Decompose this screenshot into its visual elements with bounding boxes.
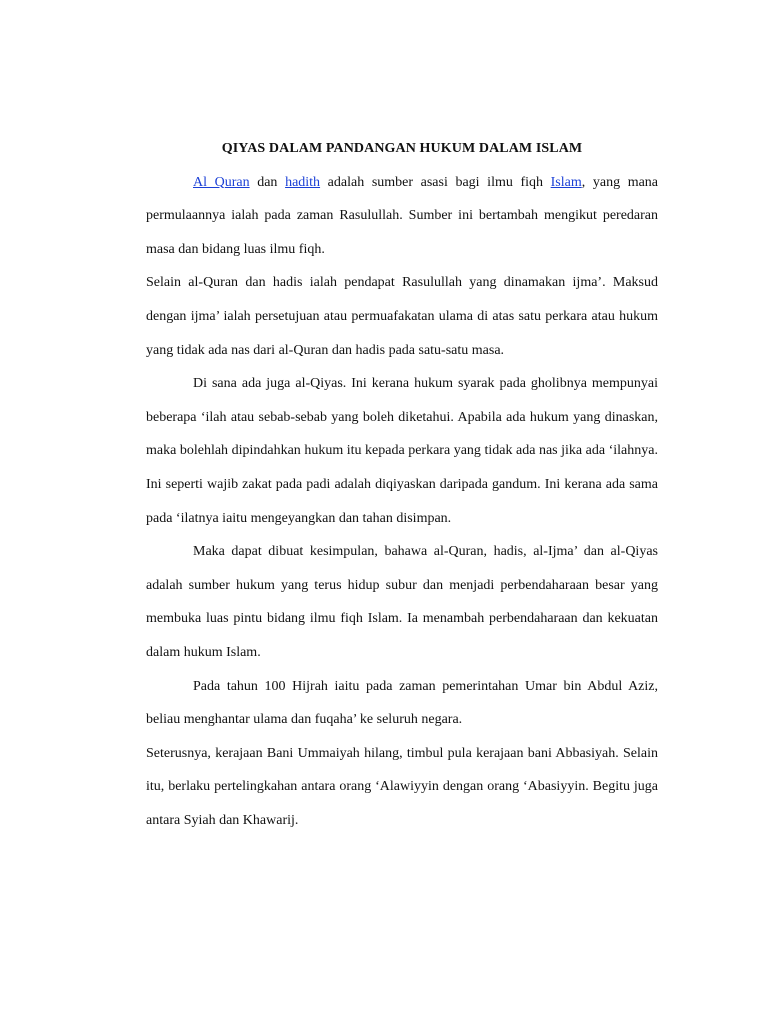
intro-paragraph [146,166,658,267]
paragraph-kesimpulan: Maka dapat dibuat kesimpulan, bahawa al-Quran, hadis, al-Ijma’ dan al-Qiyas adalah sumber hukum yang terus hidup subur dan menjadi perbendaharaan besar yang membuka luas pintu bidang ilmu fiqh Islam. Ia menambah perbendaharaan dan kekuatan dalam hukum Islam. [146,544,658,660]
paragraph-umar: Pada tahun 100 Hijrah iaitu pada zaman pemerintahan Umar bin Abdul Aziz, beliau menghantar ulama dan fuqaha’ ke seluruh negara. [146,678,658,728]
intro-text-3: , yang mana permulaannya ialah pada zaman Rasulullah. Sumber ini bertambah mengikut peredaran masa dan bidang luas ilmu fiqh. [146,174,659,257]
intro-text-1: dan [249,174,286,190]
document-body [146,132,658,837]
paragraph-ijma: Selain al-Quran dan hadis ialah pendapat Rasulullah yang dinamakan ijma’. Maksud dengan ijma’ ialah persetujuan atau permuafakatan ulama di atas satu perkara atau hukum yang tidak ada nas dari al-Quran dan hadis pada satu-satu masa. [146,275,658,358]
hadith-link[interactable]: hadith [285,174,321,190]
islam-link[interactable]: Islam [550,174,582,190]
paragraph-abbasiyah: Seterusnya, kerajaan Bani Ummaiyah hilang, timbul pula kerajaan bani Abbasiyah. Selain itu, berlaku pertelingkahan antara orang ‘Alawiyyin dengan orang ‘Abasiyyin. Begitu juga antara Syiah dan Khawarij. [146,745,658,828]
intro-text-2: adalah sumber asasi bagi ilmu fiqh [320,174,551,190]
document-title: QIYAS DALAM PANDANGAN HUKUM DALAM ISLAM [221,141,583,156]
al-quran-link[interactable]: Al Quran [193,174,250,190]
paragraph-qiyas: Di sana ada juga al-Qiyas. Ini kerana hukum syarak pada gholibnya mempunyai beberapa ‘ilah atau sebab-sebab yang boleh diketahui. Apabila ada hukum yang dinaskan, maka bolehlah dipindahkan hukum itu kepada perkara yang tidak ada nas jika ada ‘ilahnya. Ini seperti wajib zakat pada padi adalah diqiyaskan daripada gandum. Ini kerana ada sama pada ‘ilatnya iaitu mengeyangkan dan tahan disimpan. [146,376,658,526]
